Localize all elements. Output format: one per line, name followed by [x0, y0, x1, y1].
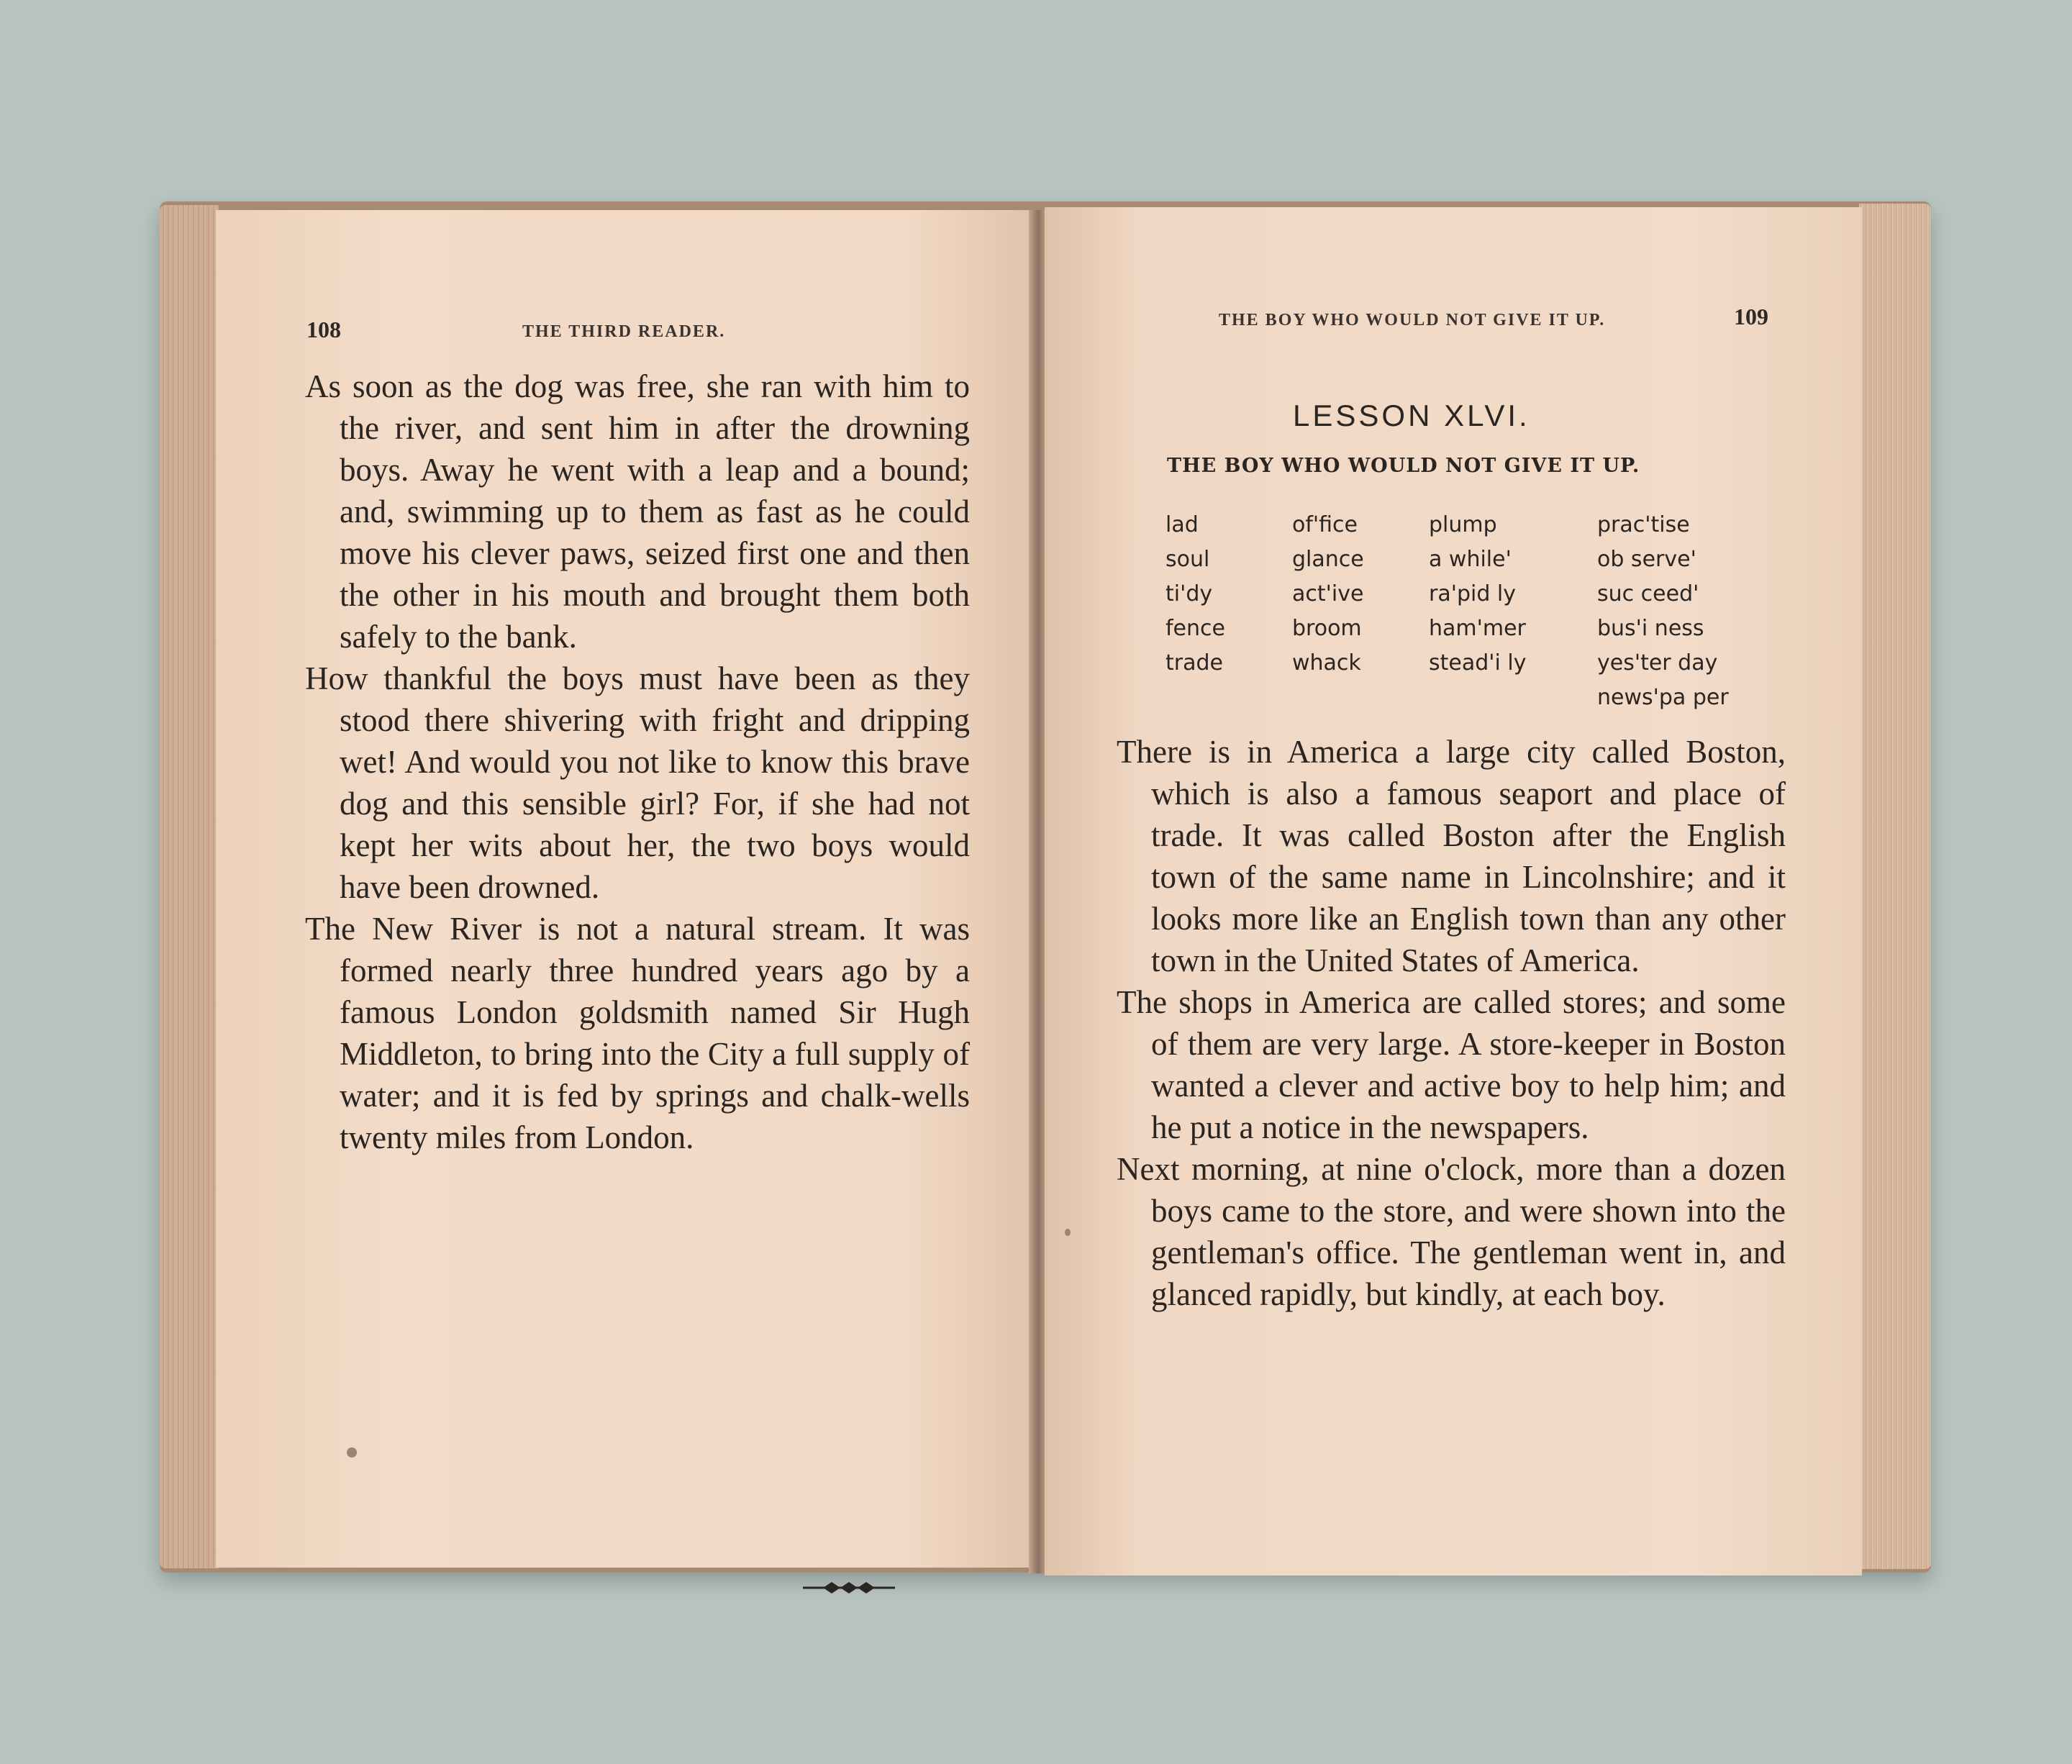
left-page-number: 108: [306, 317, 341, 342]
vocab-word: stead'i ly: [1429, 650, 1527, 676]
paper-spot: [347, 1447, 357, 1458]
vocab-word: suc ceed': [1597, 581, 1699, 606]
lesson-title: LESSON XLVI.: [1293, 399, 1530, 432]
vocabulary-column: [1429, 508, 1526, 681]
vocab-word: trade: [1166, 650, 1223, 676]
page-edges-right: [1859, 204, 1931, 1569]
left-running-head: THE THIRD READER.: [522, 322, 726, 341]
vocabulary-column: [1597, 508, 1729, 715]
right-page: [1045, 207, 1862, 1576]
vocab-word: lad: [1166, 512, 1199, 537]
right-page-number: 109: [1734, 304, 1768, 329]
paragraph: How thankful the boys must have been as they stood there shivering with fright and dripping wet! And would you not like to know this brave dog and this sensible girl? For, if she had not kept her wits about her, the two boys would have been drowned.: [305, 660, 970, 905]
vocab-word: act'ive: [1292, 581, 1364, 606]
vocab-word: glance: [1292, 547, 1364, 572]
paragraph: The shops in America are called stores; and some of them are very large. A store-keeper in Boston wanted a clever and active boy to help him; and he put a notice in the newspapers.: [1117, 984, 1786, 1145]
vocab-word: soul: [1166, 547, 1210, 572]
paragraph: Next morning, at nine o'clock, more than a dozen boys came to the store, and were shown into the gentleman's office. The gentleman went in, and glanced rapidly, but kindly, at each boy.: [1117, 1151, 1786, 1312]
paragraph: The New River is not a natural stream. It was formed nearly three hundred years ago by a famous London goldsmith named Sir Hugh Middleton, to bring into the City a full supply of water; and it is fed by springs and chalk-wells twenty miles from London.: [305, 911, 970, 1155]
vocab-word: of'fice: [1292, 512, 1358, 537]
vocab-word: news'pa per: [1597, 685, 1729, 710]
vocab-word: plump: [1429, 512, 1497, 537]
right-body-text: [1117, 731, 1786, 1315]
vocab-word: prac'tise: [1597, 512, 1690, 537]
vocab-word: ham'mer: [1429, 616, 1526, 641]
lesson-subtitle: THE BOY WHO WOULD NOT GIVE IT UP.: [1167, 455, 1640, 477]
vocab-word: a while': [1429, 547, 1512, 572]
vocab-word: fence: [1166, 616, 1225, 641]
left-body-text: [305, 365, 970, 1158]
page-edges-left: [160, 205, 219, 1568]
paragraph: As soon as the dog was free, she ran with him to the river, and sent him in after the drowning boys. Away he went with a leap and a bound; and, swimming up to them as fast as he could move his clever paws, seized first one and then the other in his mouth and brought them both safely to the bank.: [305, 368, 970, 655]
vocab-word: yes'ter day: [1597, 650, 1718, 676]
vocabulary-list: [1166, 508, 1813, 724]
vocab-word: ra'pid ly: [1429, 581, 1517, 606]
vocab-word: ob serve': [1597, 547, 1696, 572]
right-running-head: THE BOY WHO WOULD NOT GIVE IT UP.: [1219, 311, 1606, 329]
left-page: [216, 210, 1032, 1568]
vocab-word: whack: [1292, 650, 1361, 676]
paragraph: There is in America a large city called Boston, which is also a famous seaport and place of trade. It was called Boston after the English town of the same name in Lincolnshire; and it looks more like an English town than any other town in the United States of America.: [1117, 734, 1786, 978]
vocabulary-column: [1292, 508, 1364, 681]
vocab-word: broom: [1292, 616, 1362, 641]
vocab-word: bus'i ness: [1597, 616, 1704, 641]
paper-spot: [1065, 1229, 1071, 1236]
ornament-divider: [800, 1577, 898, 1599]
vocab-word: ti'dy: [1166, 581, 1213, 606]
vocabulary-column: [1166, 508, 1225, 681]
